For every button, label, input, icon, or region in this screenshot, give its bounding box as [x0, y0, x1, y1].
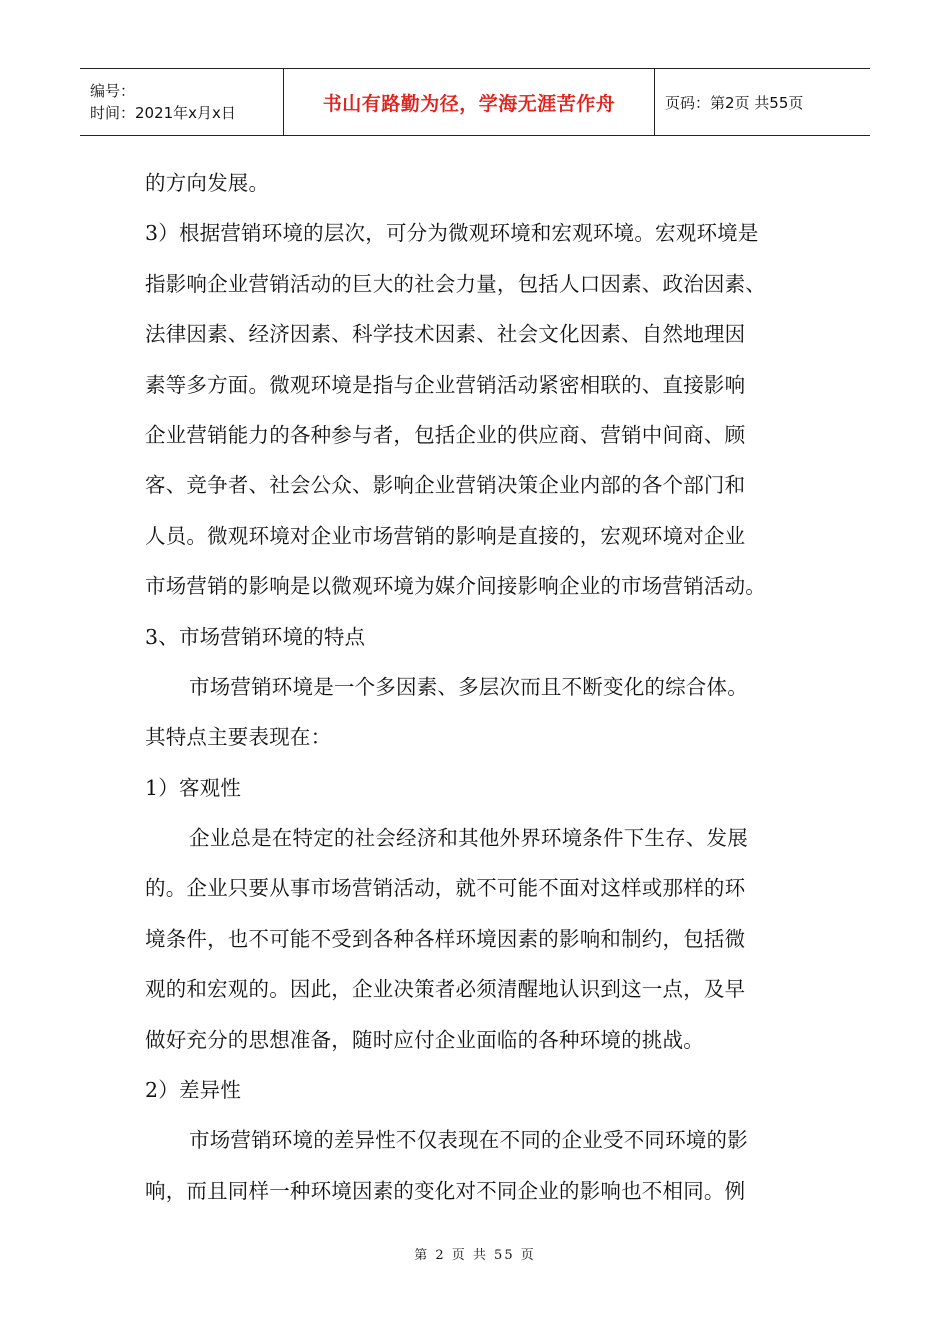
text-line: 素等多方面。微观环境是指与企业营销活动紧密相联的、直接影响: [145, 372, 746, 397]
header-page-cell: [655, 69, 870, 135]
subheading: 2）差异性: [145, 1078, 242, 1103]
text-line: 的。企业只要从事市场营销活动，就不可能不面对这样或那样的环: [145, 876, 746, 901]
text-line: 其特点主要表现在：: [145, 725, 332, 750]
text-line: 市场营销的影响是以微观环境为媒介间接影响企业的市场营销活动。: [145, 574, 766, 599]
text-line: 响，而且同样一种环境因素的变化对不同企业的影响也不相同。例: [145, 1178, 746, 1203]
date-label: 时间：2021年x月x日: [90, 104, 236, 122]
text-line: 做好充分的思想准备，随时应付企业面临的各种环境的挑战。: [145, 1027, 704, 1052]
text-line: 市场营销环境是一个多因素、多层次而且不断变化的综合体。: [189, 674, 748, 699]
text-line: 企业总是在特定的社会经济和其他外界环境条件下生存、发展: [189, 826, 748, 851]
text-line: 市场营销环境的差异性不仅表现在不同的企业受不同环境的影: [189, 1128, 748, 1153]
motto: 书山有路勤为径，学海无涯苦作舟: [322, 92, 616, 115]
text-line: 企业营销能力的各种参与者，包括企业的供应商、营销中间商、顾: [145, 422, 746, 447]
page-header: [80, 68, 870, 136]
header-motto-cell: [283, 69, 655, 135]
section-heading: 3、市场营销环境的特点: [145, 624, 366, 649]
text-line: 法律因素、经济因素、科学技术因素、社会文化因素、自然地理因: [145, 322, 746, 347]
text-line: 的方向发展。: [145, 171, 270, 195]
text-line: 3）根据营销环境的层次，可分为微观环境和宏观环境。宏观环境是: [145, 221, 759, 246]
text-line: 人员。微观环境对企业市场营销的影响是直接的，宏观环境对企业: [145, 523, 746, 548]
subheading: 1）客观性: [145, 775, 242, 800]
document-body: [145, 158, 815, 1216]
text-line: 观的和宏观的。因此，企业决策者必须清醒地认识到这一点，及早: [145, 977, 746, 1002]
text-line: 客、竞争者、社会公众、影响企业营销决策企业内部的各个部门和: [145, 473, 746, 498]
page-footer: 第 2 页 共 55 页: [414, 1248, 536, 1263]
text-line: 指影响企业营销活动的巨大的社会力量，包括人口因素、政治因素、: [145, 271, 766, 296]
number-label: 编号：: [90, 82, 136, 100]
page-info: 页码：第2页 共55页: [665, 93, 804, 112]
header-meta: [80, 69, 283, 135]
text-line: 境条件，也不可能不受到各种各样环境因素的影响和制约，包括微: [145, 926, 746, 951]
